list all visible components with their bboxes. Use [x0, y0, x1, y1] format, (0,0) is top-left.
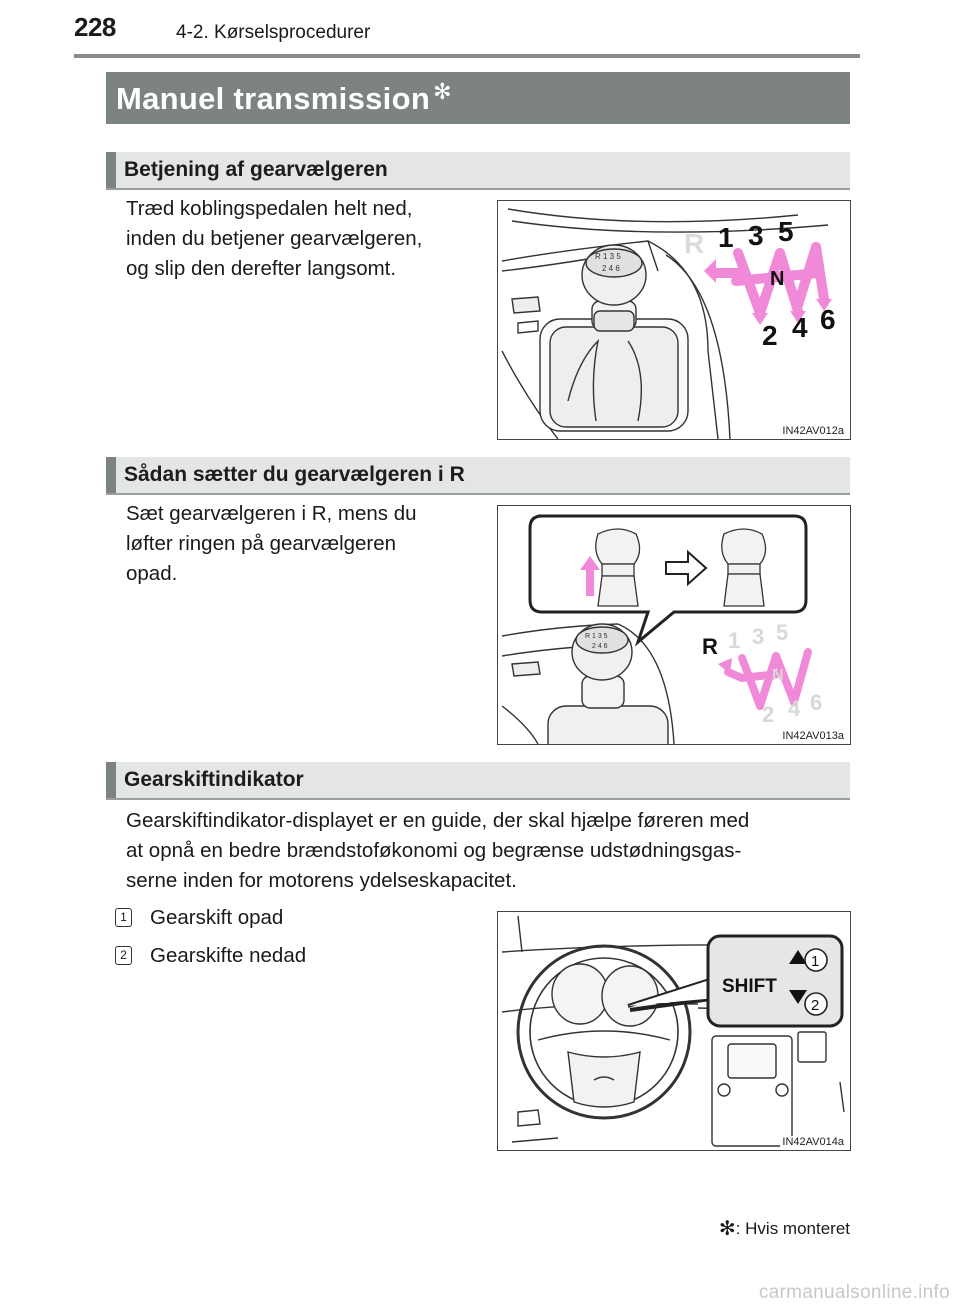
gear-label-r: R	[702, 634, 718, 659]
footnote-text: : Hvis monteret	[735, 1219, 850, 1238]
gear-label-5: 5	[776, 620, 789, 645]
svg-text:2 4 6: 2 4 6	[592, 643, 608, 650]
asterisk-icon: ✻	[433, 79, 452, 104]
gear-label-n: N	[772, 667, 784, 684]
paragraph-line: opad.	[126, 562, 178, 585]
list-number-badge: 1	[115, 908, 132, 927]
svg-text:2 4 6: 2 4 6	[602, 264, 620, 273]
gear-label-5: 5	[778, 216, 794, 247]
gear-label-6: 6	[810, 690, 823, 715]
callout-1: 1	[811, 953, 820, 970]
dashboard-illustration	[498, 912, 850, 1150]
list-item-shift-up: Gearskift opad	[150, 906, 284, 929]
paragraph-shift-indicator	[126, 806, 844, 896]
gear-label-6: 6	[820, 304, 836, 335]
page-title-text: Manuel transmission	[116, 81, 431, 116]
list-item-shift-down: Gearskifte nedad	[150, 944, 307, 967]
figure-id: IN42AV013a	[782, 730, 844, 742]
paragraph-line: Træd koblingspedalen helt ned,	[126, 197, 413, 220]
svg-text:R 1 3 5: R 1 3 5	[595, 252, 621, 261]
figure-id: IN42AV012a	[782, 425, 844, 437]
subheading-shift-indicator: Gearskiftindikator	[124, 768, 304, 791]
subheading-gear-operation: Betjening af gearvælgeren	[124, 158, 388, 181]
section-label: 4-2. Kørselsprocedurer	[176, 22, 371, 43]
list-number-badge: 2	[115, 946, 132, 965]
gear-label-1: 1	[728, 628, 741, 653]
subheading-bar	[106, 762, 850, 800]
gear-label-2: 2	[762, 320, 778, 351]
subheading-bar	[106, 457, 850, 495]
figure-reverse-gear	[497, 505, 851, 745]
page-number: 228	[74, 12, 116, 42]
shift-display-text: SHIFT	[722, 976, 777, 997]
gear-label-n: N	[770, 268, 785, 290]
gear-label-3: 3	[748, 220, 764, 251]
paragraph-line: serne inden for motorens ydelseskapacitet.	[126, 869, 517, 892]
page-title	[116, 79, 452, 117]
gear-lever-illustration	[498, 201, 850, 439]
gear-label-2: 2	[762, 702, 775, 727]
paragraph-line: inden du betjener gearvælgeren,	[126, 227, 423, 250]
paragraph-line: løfter ringen på gearvælgeren	[126, 532, 397, 555]
svg-text:R 1 3 5: R 1 3 5	[585, 633, 608, 640]
figure-shift-indicator	[497, 911, 851, 1151]
paragraph-gear-operation	[126, 194, 476, 284]
paragraph-line: Gearskiftindikator-displayet er en guide, der skal hjælpe føreren med	[126, 809, 750, 832]
paragraph-line: Sæt gearvælgeren i R, mens du	[126, 502, 417, 525]
gear-label-3: 3	[752, 624, 765, 649]
watermark: carmanualsonline.info	[758, 1282, 950, 1303]
figure-id: IN42AV014a	[782, 1136, 844, 1148]
paragraph-line: at opnå en bedre brændstoføkonomi og begrænse udstødningsgas-	[126, 839, 742, 862]
callout-2: 2	[811, 997, 820, 1014]
gear-label-4: 4	[792, 312, 808, 343]
paragraph-line: og slip den derefter langsomt.	[126, 257, 397, 280]
figure-gear-lever	[497, 200, 851, 440]
asterisk-icon: ✻	[718, 1218, 736, 1240]
gear-label-r: R	[684, 228, 705, 259]
header-rule	[74, 54, 860, 58]
gear-label-1: 1	[718, 222, 734, 253]
gear-label-4: 4	[788, 696, 801, 721]
subheading-bar	[106, 152, 850, 190]
subheading-reverse: Sådan sætter du gearvælgeren i R	[124, 463, 465, 486]
footnote	[719, 1216, 850, 1241]
paragraph-reverse	[126, 499, 476, 589]
reverse-gear-illustration	[498, 506, 850, 744]
